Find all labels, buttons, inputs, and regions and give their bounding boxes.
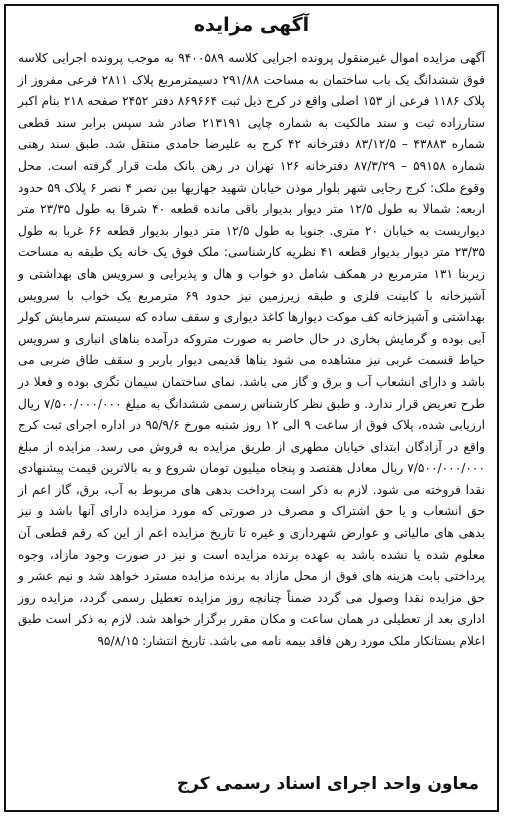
notice-frame xyxy=(4,4,499,812)
notice-body: آگهی مزایده اموال غیرمنقول پرونده اجرایی کلاسه ۹۴۰۰۵۸۹ به موجب پرونده اجرایی کلاسه فوق ششدانگ یک باب ساختمان به مساحت ۲۹۱/۸۸ دسیمترمربع پلاک ۲۸۱۱ فرعی مفروز از پلاک ۱۱۸۶ فرعی از ۱۵۳ اصلی واقع در کرج ذیل ثبت ۸۶۹۶۶۴ دفتر ۲۴۵۲ صفحه ۲۱۸ بنام اکبر ستارزاده ثبت و سند مالکیت به شماره چاپی ۲۱۳۱۹۱ صادر شد سپس برابر سند قطعی شماره ۴۳۸۸۳ – ۸۳/۱۲/۵ دفترخانه ۴۲ کرج به علیرضا حامدی منتقل شد. طبق سند رهنی شماره ۵۹۱۵۸ – ۸۷/۳/۲۹ دفترخانه ۱۲۶ تهران در رهن بانک ملت قرار گرفته است. محل وقوع ملک: کرج رجایی شهر بلوار موذن خیابان شهید جهازیها بین نصر ۴ نصر ۶ پلاک ۵۹ حدود اربعه: شمالا به طول ۱۲/۵ متر دیوار بدیوار باقی مانده قطعه ۴۰ شرقا به طول ۲۳/۳۵ متر دیواریست به خیابان ۲۰ متری. جنوبا به طول ۱۲/۵ متر دیوار بدیوار قطعه ۶۶ غربا به طول ۲۳/۳۵ متر دیوار بدیوار قطعه ۴۱ نظریه کارشناسی: ملک فوق یک خانه یک طبقه به مساحت زیربنا ۱۳۱ مترمربع در همکف شامل دو خواب و هال و پذیرایی و سرویس های بهداشتی و آشپزخانه با کابینت فلزی و طبقه زیرزمین نیز حدود ۶۹ مترمربع یک خواب با سرویس بهداشتی و آشپزخانه کف موکت دیوارها کاغذ دیواری و سقف ساده که سیستم سرمایش کولر آبی بوده و گرمایش بخاری در حال حاضر به صورت متروکه درآمده بناهای انباری و سرویس حیاط قسمت غربی نیز مشاهده می شود بناها قدیمی دیوار باربر و سقف طاق ضربی می باشد و دارای انشعاب آب و برق و گاز می باشد. نمای ساختمان سیمان تگری بوده و فعلا در طرح تعریض قرار ندارد. و طبق نظر کارشناس رسمی ششدانگ به مبلغ ۷/۵۰۰/۰۰۰/۰۰۰ ریال ارزیابی شده، پلاک فوق از ساعت ۹ الی ۱۲ روز شنبه مورخ ۹۵/۹/۶ در اداره اجرای ثبت کرج واقع در آزادگان ابتدای خیابان مطهری از طریق مزایده به فروش می رسد. مزایده از مبلغ ۷/۵۰۰/۰۰۰/۰۰۰ ریال معادل هفتصد و پنجاه میلیون تومان شروع و به بالاترین قیمت پیشنهادی نقدا فروخته می شود. لازم به ذکر است پرداخت بدهی های مربوط به آب، برق، گاز اعم از حق انشعاب و یا حق اشتراک و مصرف در صورتی که مورد مزایده دارای آنها باشد و نیز بدهی های مالیاتی و عوارض شهرداری و غیره تا تاریخ مزایده اعم از این که رقم قطعی آن معلوم شده یا نشده باشد به عهده برنده مزایده است و نیز در صورت وجود مازاد، وجوه پرداختی بابت هزینه های فوق از محل مازاد به برنده مزایده مسترد خواهد شد و نیم عشر و حق مزایده نقدا وصول می گردد ضمناً چنانچه روز مزایده تعطیل رسمی گردد، مزایده روز اداری بعد از تعطیلی در همان ساعت و مکان مقرر برگزار خواهد شد. لازم به ذکر است طبق اعلام بستانکار ملک مورد رهن فاقد بیمه نامه می باشد. تاریخ انتشار: ۹۵/۸/۱۵ xyxy=(18,51,486,649)
notice-title: آگهی مزایده xyxy=(193,14,310,36)
notice-signature: معاون واحد اجرای اسناد رسمی کرج xyxy=(176,774,479,794)
